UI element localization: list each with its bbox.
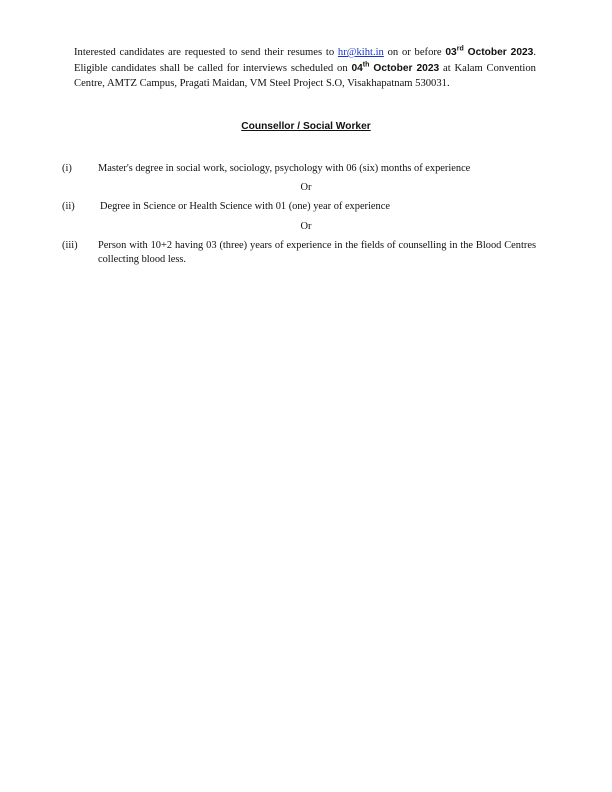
intro-text-3: . Eligible candidates shall be called for interviews scheduled on xyxy=(74,47,536,74)
item-number: (i) xyxy=(62,163,72,174)
email-link[interactable]: hr@kiht.in xyxy=(337,47,384,58)
or-separator: Or xyxy=(300,182,312,193)
item-text: Degree in Science or Health Science with 01 (one) year of experience xyxy=(100,201,390,212)
deadline-date: 03rd October 2023 xyxy=(445,45,534,58)
item-number: (ii) xyxy=(62,201,75,212)
item-number: (iii) xyxy=(62,240,78,251)
section-heading: Counsellor / Social Worker xyxy=(241,121,371,132)
intro-paragraph xyxy=(74,45,536,92)
intro-text-4: at Kalam Convention Centre, AMTZ Campus, Pragati Maidan, VM Steel Project S.O, Visakhapatnam 530031. xyxy=(74,62,536,89)
intro-text-1: Interested candidates are requested to send their resumes to xyxy=(74,47,338,58)
item-text: Master's degree in social work, sociology, psychology with 06 (six) months of experience xyxy=(98,163,471,174)
item-text: Person with 10+2 having 03 (three) years of experience in the fields of counselling in the Blood Centres collecting blood less. xyxy=(98,240,536,265)
or-separator: Or xyxy=(300,221,312,232)
intro-text-2: on or before xyxy=(383,47,446,58)
interview-date: 04th October 2023 xyxy=(351,61,440,74)
